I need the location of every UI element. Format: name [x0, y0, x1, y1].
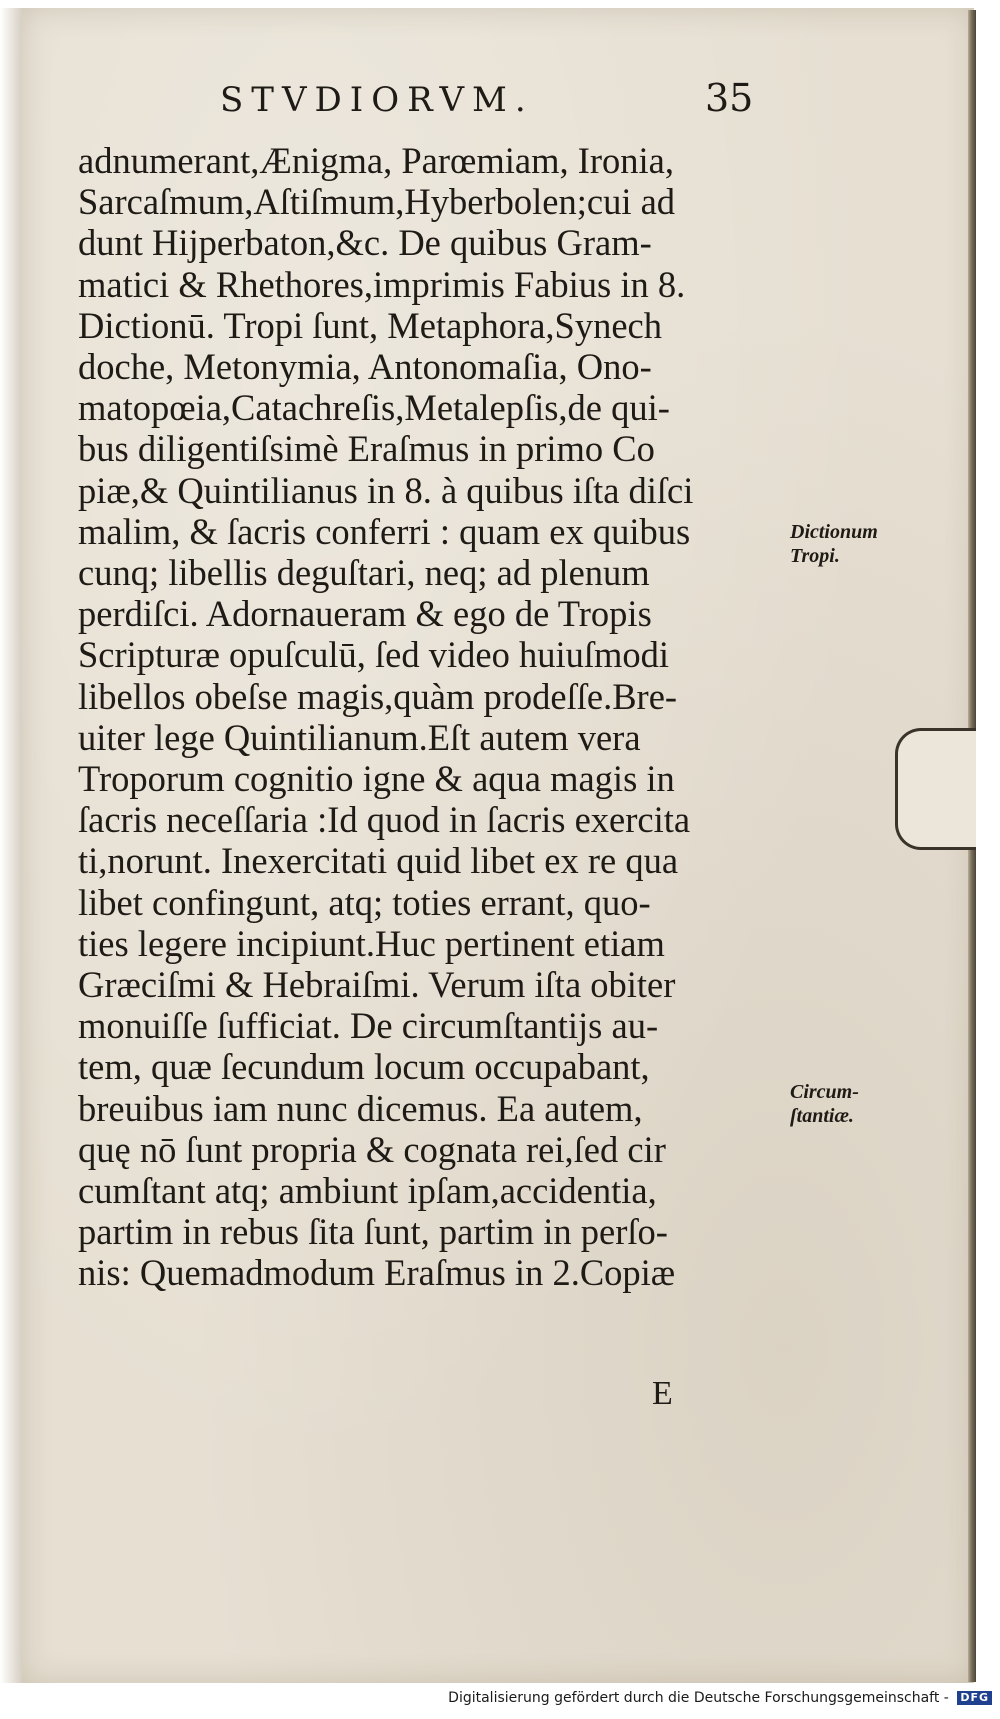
text-line: libet confingunt, atq; toties errant, quo-: [78, 881, 651, 923]
text-line: cunq; libellis deguſtari, neq; ad plenum: [78, 552, 650, 594]
text-line: uiter lege Quintilianum.Eſt autem vera: [78, 716, 641, 758]
text-line: Dictionū. Tropi ſunt, Metaphora,Synech: [78, 304, 662, 346]
text-line: dunt Hijperbaton,&c. De quibus Gram-: [78, 222, 652, 264]
text-line: perdiſci. Adornaueram & ego de Tropis: [78, 593, 652, 635]
text-line: Græciſmi & Hebraiſmi. Verum iſta obiter: [78, 964, 676, 1006]
marginal-note-dictionum-tropi: [790, 520, 878, 568]
text-line: bus diligentiſsimè Eraſmus in primo Co: [78, 428, 655, 470]
text-line: adnumerant,Ænigma, Parœmiam, Ironia,: [78, 140, 675, 181]
page-gutter-shadow: [0, 8, 22, 1683]
text-line: cumſtant atq; ambiunt ipſam,accidentia,: [78, 1170, 657, 1212]
page-number: 35: [705, 76, 754, 120]
text-line: Sarcaſmum,Aſtiſmum,Hyberbolen;cui ad: [78, 181, 676, 223]
text-line: ties legere incipiunt.Huc pertinent etiam: [78, 922, 665, 964]
text-line: ti,norunt. Inexercitati quid libet ex re qua: [78, 840, 679, 882]
footer-credit: [0, 1690, 992, 1706]
text-line: monuiſſe ſufficiat. De circumſtantijs au-: [78, 1005, 659, 1047]
text-line: malim, & ſacris conferri : quam ex quibus: [78, 510, 691, 552]
marginal-note-line: Tropi.: [790, 545, 840, 567]
page-clip: [895, 728, 976, 850]
text-line: partim in rebus ſita ſunt, partim in perſo-: [78, 1211, 668, 1253]
marginal-note-line: Circum-: [790, 1081, 859, 1103]
text-line: Troporum cognitio igne & aqua magis in: [78, 758, 675, 800]
footer-credit-text: Digitalisierung gefördert durch die Deutsche Forschungsgemeinschaft -: [448, 1690, 949, 1706]
body-text: [78, 140, 778, 1294]
text-line: libellos obeſse magis,quàm prodeſſe.Bre-: [78, 675, 678, 717]
text-line: matici & Rhethores,imprimis Fabius in 8.: [78, 263, 686, 305]
marginal-note-line: Dictionum: [790, 521, 878, 543]
text-line: ſacris neceſſaria :Id quod in ſacris exercita: [78, 799, 691, 841]
text-line: tem, quæ ſecundum locum occupabant,: [78, 1046, 650, 1088]
text-line: Scripturæ opuſculū, ſed video huiuſmodi: [78, 634, 670, 676]
running-title: STVDIORVM.: [220, 80, 534, 120]
dfg-logo: DFG: [957, 1691, 992, 1705]
marginal-note-line: ſtantiæ.: [790, 1105, 854, 1127]
text-line: doche, Metonymia, Antonomaſia, Ono-: [78, 346, 652, 388]
text-line: nis: Quemadmodum Eraſmus in 2.Copiæ: [78, 1252, 676, 1294]
text-line: breuibus iam nunc dicemus. Ea autem,: [78, 1087, 643, 1129]
marginal-note-circumstantiae: [790, 1080, 859, 1128]
signature-mark: E: [652, 1375, 673, 1412]
text-line: matopœia,Catachreſis,Metalepſis,de qui-: [78, 387, 670, 429]
text-line: quę nō ſunt propria & cognata rei,ſed cir: [78, 1128, 666, 1170]
text-line: piæ,& Quintilianus in 8. à quibus iſta diſci: [78, 469, 694, 511]
